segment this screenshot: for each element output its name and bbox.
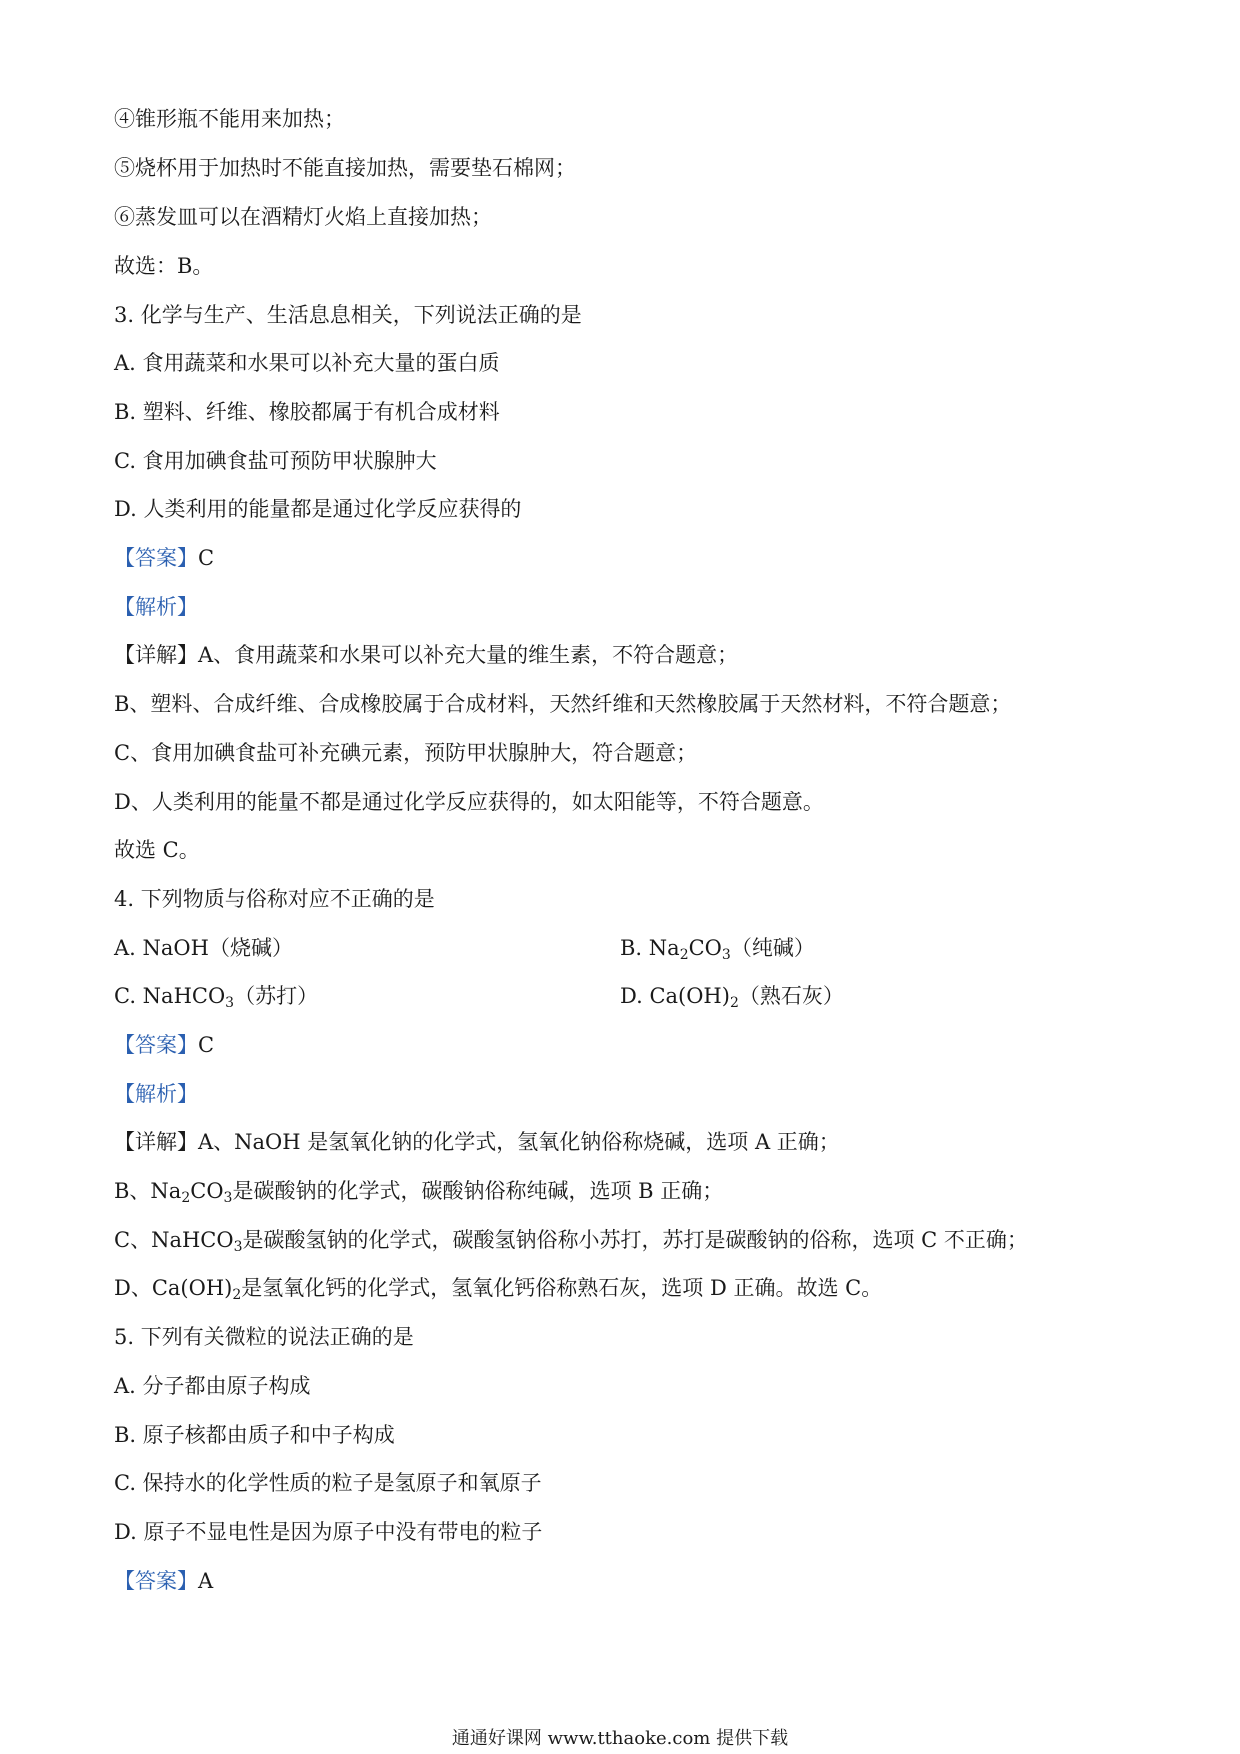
formula-part: CO (190, 1179, 224, 1203)
answer-line (114, 1566, 213, 1596)
question-4-option-a: A. NaOH（烧碱） (114, 936, 293, 960)
text-line (114, 1225, 1028, 1255)
formula-part: C、NaHCO (114, 1228, 234, 1252)
formula-part: B、Na (114, 1179, 182, 1203)
formula-part: D、Ca(OH) (114, 1276, 233, 1300)
detail-text: A、NaOH 是氢氧化钠的化学式，氢氧化钠俗称烧碱，选项 A 正确； (198, 1130, 840, 1154)
formula-part: B. Na (620, 936, 680, 960)
subscript: 2 (729, 995, 739, 1011)
analysis-tag: 【解析】 (114, 1082, 198, 1106)
question-5-stem: 5. 下列有关微粒的说法正确的是 (114, 1325, 414, 1349)
text-line: C、食用加碘食盐可补充碘元素，预防甲状腺肿大，符合题意； (114, 741, 698, 765)
answer-line (114, 1030, 214, 1060)
formula-part: C. NaHCO (114, 984, 226, 1008)
question-5-option-a: A. 分子都由原子构成 (114, 1374, 311, 1398)
detail-line (114, 1127, 840, 1157)
question-5-option-b: B. 原子核都由质子和中子构成 (114, 1423, 395, 1447)
page-footer: 通通好课网 www.tthaoke.com 提供下载 (451, 1728, 789, 1749)
text-line: 故选 C。 (114, 838, 200, 862)
question-3-option-d: D. 人类利用的能量都是通过化学反应获得的 (114, 497, 522, 521)
detail-line (114, 640, 738, 670)
answer-value: C (198, 546, 215, 570)
answer-value: A (198, 1569, 214, 1593)
answer-tag: 【答案】 (114, 1033, 198, 1057)
question-4-option-b (620, 933, 815, 963)
formula-part: 是碳酸氢钠的化学式，碳酸氢钠俗称小苏打，苏打是碳酸钠的俗称，选项 C 不正确； (242, 1228, 1028, 1252)
analysis-line (114, 592, 198, 622)
subscript: 3 (721, 947, 731, 963)
question-5-option-d: D. 原子不显电性是因为原子中没有带电的粒子 (114, 1520, 543, 1544)
subscript: 3 (225, 995, 235, 1011)
formula-part: 是碳酸钠的化学式，碳酸钠俗称纯碱，选项 B 正确； (232, 1179, 724, 1203)
text-line (114, 1273, 882, 1303)
answer-value: C (198, 1033, 215, 1057)
text-line: ⑥蒸发皿可以在酒精灯火焰上直接加热； (114, 205, 492, 229)
question-3-option-a: A. 食用蔬菜和水果可以补充大量的蛋白质 (114, 351, 500, 375)
subscript: 3 (233, 1239, 243, 1255)
formula-part: （苏打） (234, 984, 319, 1008)
formula-part: 是氢氧化钙的化学式，氢氧化钙俗称熟石灰，选项 D 正确。故选 C。 (241, 1276, 883, 1300)
question-3-option-c: C. 食用加碘食盐可预防甲状腺肿大 (114, 449, 437, 473)
answer-line (114, 543, 214, 573)
text-line (114, 1176, 723, 1206)
question-4-option-d (620, 981, 844, 1011)
text-line: ⑤烧杯用于加热时不能直接加热，需要垫石棉网； (114, 156, 576, 180)
analysis-line (114, 1079, 198, 1109)
question-3-stem: 3. 化学与生产、生活息息相关，下列说法正确的是 (114, 303, 582, 327)
question-4-stem: 4. 下列物质与俗称对应不正确的是 (114, 887, 435, 911)
question-4-option-c (114, 981, 318, 1011)
formula-part: （纯碱） (730, 936, 815, 960)
detail-text: A、食用蔬菜和水果可以补充大量的维生素，不符合题意； (198, 643, 739, 667)
text-line: B、塑料、合成纤维、合成橡胶属于合成材料，天然纤维和天然橡胶属于天然材料，不符合题意； (114, 692, 1012, 716)
question-3-option-b: B. 塑料、纤维、橡胶都属于有机合成材料 (114, 400, 500, 424)
subscript: 2 (679, 947, 689, 963)
text-line: ④锥形瓶不能用来加热； (114, 107, 345, 131)
subscript: 3 (223, 1190, 233, 1206)
formula-part: D. Ca(OH) (620, 984, 730, 1008)
text-line: D、人类利用的能量不都是通过化学反应获得的，如太阳能等，不符合题意。 (114, 790, 824, 814)
formula-part: （熟石灰） (738, 984, 844, 1008)
text-line: 故选：B。 (114, 254, 214, 278)
question-5-option-c: C. 保持水的化学性质的粒子是氢原子和氧原子 (114, 1471, 542, 1495)
detail-tag: 【详解】 (114, 1130, 198, 1154)
subscript: 2 (232, 1287, 242, 1303)
answer-tag: 【答案】 (114, 546, 198, 570)
analysis-tag: 【解析】 (114, 595, 198, 619)
subscript: 2 (181, 1190, 191, 1206)
formula-part: CO (688, 936, 722, 960)
answer-tag: 【答案】 (114, 1569, 198, 1593)
detail-tag: 【详解】 (114, 643, 198, 667)
